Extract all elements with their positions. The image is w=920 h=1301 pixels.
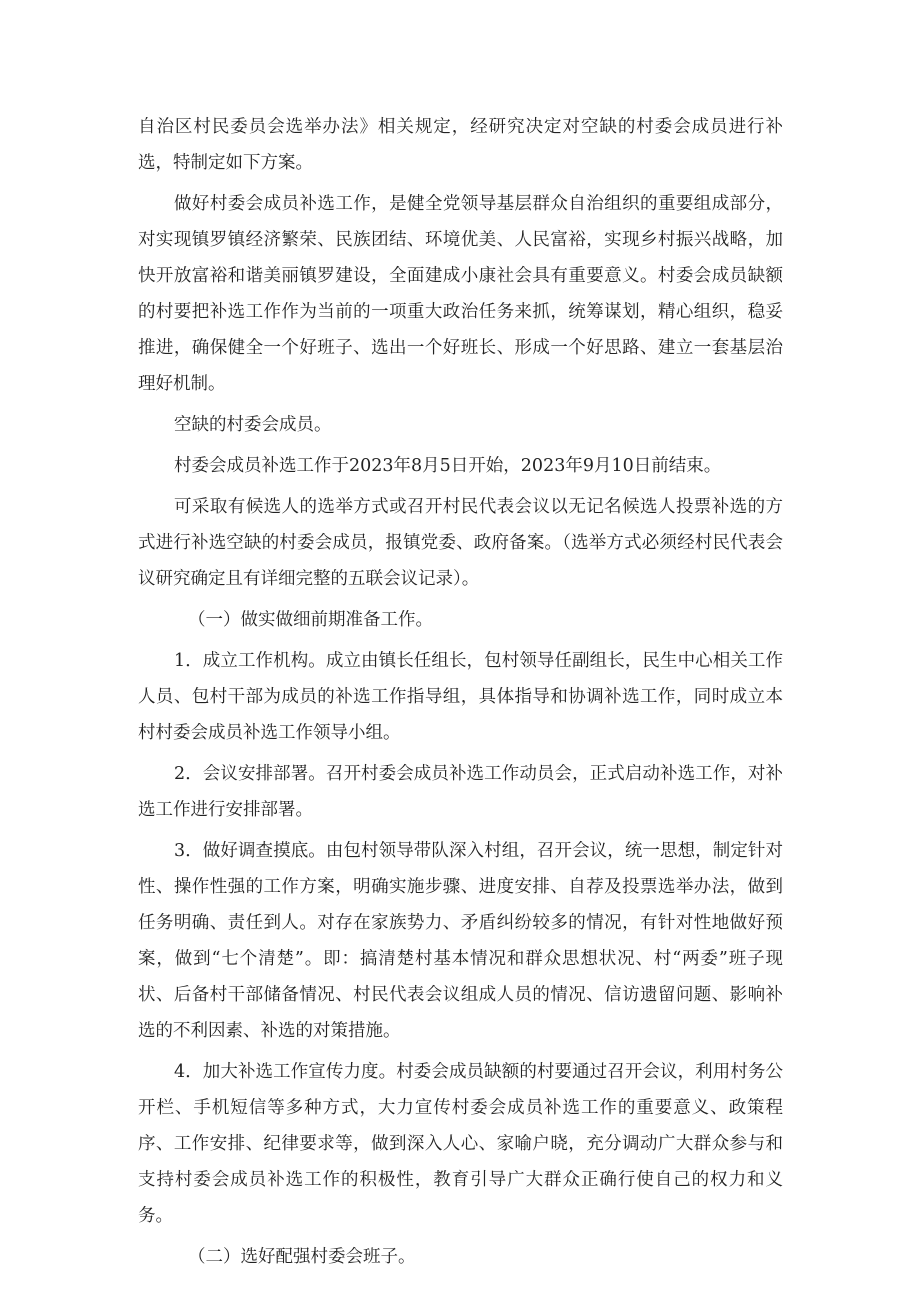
paragraph-item-1: 1．成立工作机构。成立由镇长任组长，包村领导任副组长，民生中心相关工作人员、包村干部为成员的补选工作指导组，具体指导和协调补选工作，同时成立本村村委会成员补选工作领导小组。 — [138, 651, 783, 743]
paragraph-item-4: 4．加大补选工作宣传力度。村委会成员缺额的村要通过召开会议，利用村务公开栏、手机短信等多种方式，大力宣传村委会成员补选工作的重要意义、政策程序、工作安排、纪律要求等，做到深入人心、家喻户晓，充分调动广大群众参与和支持村委会成员补选工作的积极性，教育引导广大群众正确行使自己的权力和义务。 — [138, 1062, 783, 1226]
paragraph-item-3: 3．做好调查摸底。由包村领导带队深入村组，召开会议，统一思想，制定针对性、操作性强的工作方案，明确实施步骤、进度安排、自荐及投票选举办法，做到任务明确、责任到人。对存在家族势力、矛盾纠纷较多的情况，有针对性地做好预案，做到“七个清楚”。即：搞清楚村基本情况和群众思想状况、村“两委”班子现状、后备村干部储备情况、村民代表会议组成人员的情况、信访遗留问题、影响补选的不利因素、补选的对策措施。 — [138, 841, 783, 1041]
paragraph-significance: 做好村委会成员补选工作，是健全党领导基层群众自治组织的重要组成部分，对实现镇罗镇经济繁荣、民族团结、环境优美、人民富裕，实现乡村振兴战略，加快开放富裕和谐美丽镇罗建设，全面建成小康社会具有重要意义。村委会成员缺额的村要把补选工作作为当前的一项重大政治任务来抓，统筹谋划，精心组织，稳妥推进，确保健全一个好班子、选出一个好班长、形成一个好思路、建立一套基层治理好机制。 — [138, 194, 783, 394]
section-heading-team: （二）选好配强村委会班子。 — [188, 1247, 416, 1267]
document-body — [138, 109, 783, 1280]
paragraph-schedule: 村委会成员补选工作于2023年8月5日开始，2023年9月10日前结束。 — [174, 456, 722, 476]
paragraph-vacant-members: 空缺的村委会成员。 — [174, 415, 332, 435]
paragraph-election-method: 可采取有候选人的选举方式或召开村民代表会议以无记名候选人投票补选的方式进行补选空缺的村委会成员，报镇党委、政府备案。（选举方式必须经村民代表会议研究确定且有详细完整的五联会议记录）。 — [138, 497, 783, 589]
paragraph-item-2: 2．会议安排部署。召开村委会成员补选工作动员会，正式启动补选工作，对补选工作进行安排部署。 — [138, 764, 783, 820]
section-heading-preparation: （一）做实做细前期准备工作。 — [188, 610, 433, 630]
paragraph-election-regulation: 自治区村民委员会选举办法》相关规定，经研究决定对空缺的村委会成员进行补选，特制定如下方案。 — [138, 117, 783, 173]
